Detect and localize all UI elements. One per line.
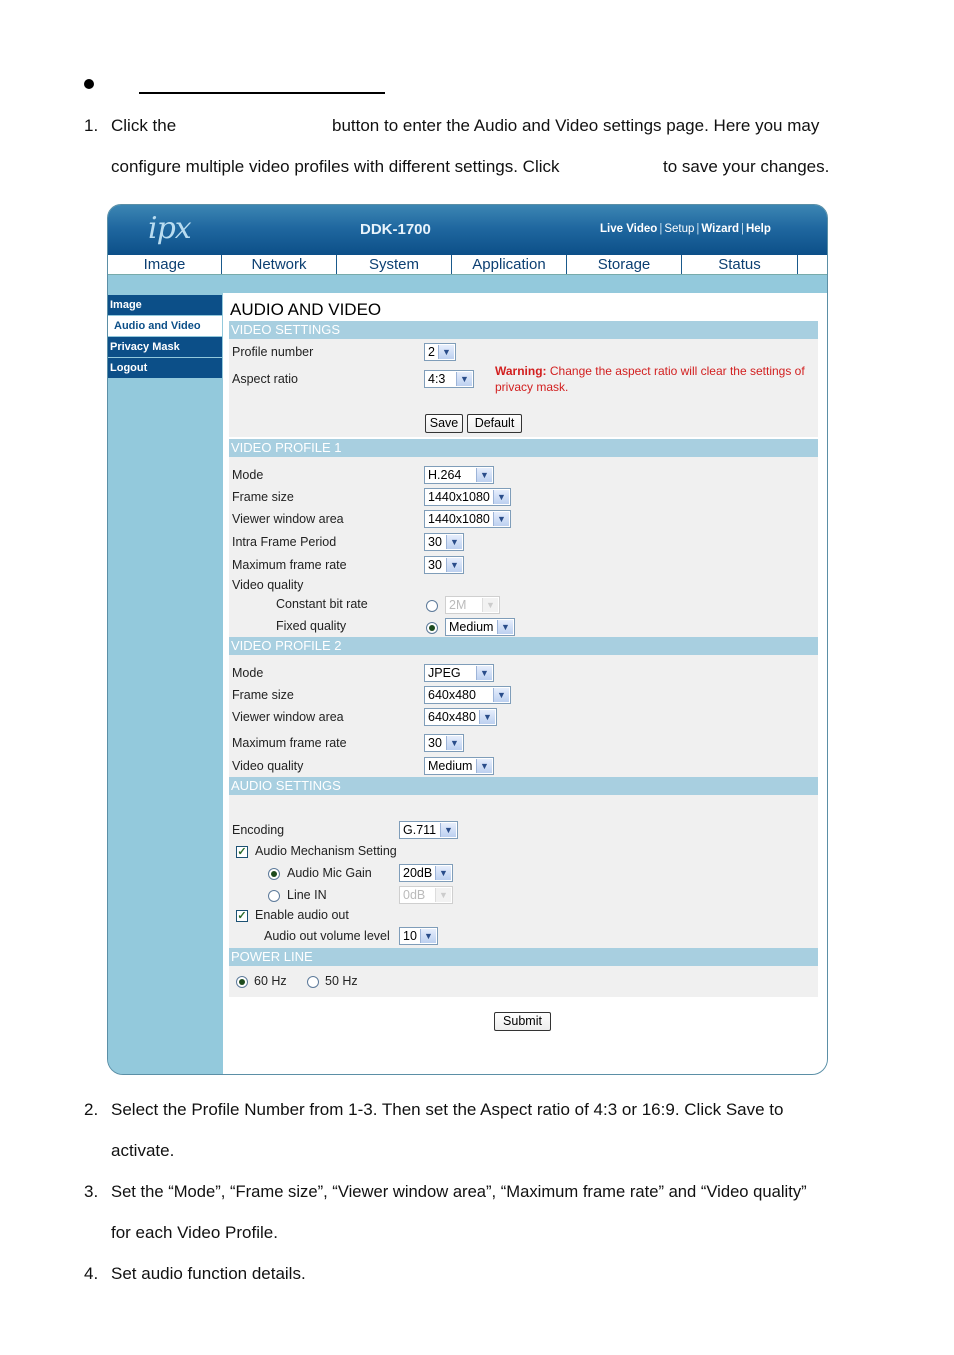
tab-network[interactable]: Network (222, 255, 337, 274)
p1-frame-size-select[interactable] (424, 488, 511, 506)
model-name: DDK-1700 (360, 221, 431, 238)
save-button[interactable]: Save (425, 414, 463, 433)
p1-fixed-quality-select[interactable] (445, 618, 515, 636)
submit-button[interactable]: Submit (494, 1012, 551, 1031)
p1-viewer-select[interactable] (424, 510, 511, 528)
video-profile-1-panel (229, 457, 818, 637)
step3-line1: Set the “Mode”, “Frame size”, “Viewer window area”, “Maximum frame rate” and “Video quality” (111, 1182, 807, 1201)
p2-viewer-select[interactable] (424, 708, 497, 726)
chevron-down-icon: ▼ (435, 888, 451, 902)
step1-text-c: configure multiple video profiles with different settings. Click (111, 157, 560, 176)
p1-max-frame-rate-value: 30 (428, 558, 442, 572)
sidebar-item-logout[interactable]: Logout (108, 358, 222, 378)
section-header-video-profile-1: VIDEO PROFILE 1 (229, 439, 818, 457)
default-button[interactable]: Default (467, 414, 522, 433)
p2-mode-value: JPEG (428, 666, 461, 680)
tab-application[interactable]: Application (452, 255, 567, 274)
power-60hz-label: 60 Hz (254, 974, 287, 988)
p1-fixed-quality-value: Medium (449, 620, 494, 634)
p1-cbr-select[interactable] (445, 596, 500, 614)
p2-viewer-label: Viewer window area (232, 710, 344, 724)
p2-max-frame-rate-select[interactable] (424, 734, 464, 752)
tab-image[interactable]: Image (108, 255, 222, 274)
link-wizard[interactable]: Wizard (701, 223, 739, 235)
line-in-value: 0dB (403, 888, 426, 902)
p1-mode-value: H.264 (428, 468, 462, 482)
power-50hz-label: 50 Hz (325, 974, 358, 988)
encoding-value: G.711 (403, 823, 437, 837)
mic-gain-label: Audio Mic Gain (287, 866, 372, 880)
encoding-label: Encoding (232, 823, 285, 837)
chevron-down-icon: ▼ (456, 372, 472, 386)
p1-fixed-quality-label: Fixed quality (276, 619, 347, 633)
audio-mechanism-checkbox[interactable]: ✓ (237, 846, 247, 858)
chevron-down-icon: ▼ (476, 468, 492, 482)
section-header-power-line: POWER LINE (229, 948, 818, 966)
volume-level-label: Audio out volume level (264, 929, 390, 943)
chevron-down-icon: ▼ (493, 688, 509, 702)
step2-line1: Select the Profile Number from 1-3. Then set the Aspect ratio of 4:3 or 16:9. Click Save to (111, 1100, 784, 1119)
link-live-video[interactable]: Live Video (600, 223, 658, 235)
bullet-point (84, 79, 94, 89)
chevron-down-icon: ▼ (497, 620, 513, 634)
audio-mechanism-label: Audio Mechanism Setting (255, 844, 397, 858)
p2-video-quality-select[interactable] (424, 757, 494, 775)
nav-band (108, 275, 827, 292)
top-links: Live Video | Setup | Wizard | Help (600, 223, 771, 235)
p1-viewer-value: 1440x1080 (428, 512, 490, 526)
page-title: AUDIO AND VIDEO (230, 300, 382, 319)
video-settings-panel (229, 339, 818, 437)
chevron-down-icon: ▼ (446, 736, 462, 750)
chevron-down-icon: ▼ (446, 535, 462, 549)
sidebar-item-privacy-mask[interactable]: Privacy Mask (108, 337, 222, 357)
p1-cbr-radio[interactable] (426, 600, 438, 612)
main-tabs (108, 255, 827, 275)
step-number: 2. (84, 1100, 99, 1119)
volume-level-select[interactable] (399, 927, 438, 945)
p1-viewer-label: Viewer window area (232, 512, 344, 526)
aspect-ratio-value: 4:3 (428, 372, 446, 386)
p1-cbr-value: 2M (449, 598, 467, 612)
sidebar-item-audio-video[interactable]: Audio and Video (108, 316, 222, 336)
mic-gain-value: 20dB (403, 866, 433, 880)
step1-text-b: button to enter the Audio and Video settings page. Here you may (332, 116, 820, 135)
chevron-down-icon: ▼ (479, 710, 495, 724)
line-in-label: Line IN (287, 888, 327, 902)
step2-line2: activate. (111, 1141, 175, 1160)
chevron-down-icon: ▼ (440, 823, 456, 837)
p2-video-quality-label: Video quality (232, 759, 304, 773)
tab-status[interactable]: Status (682, 255, 798, 274)
chevron-down-icon: ▼ (476, 666, 492, 680)
p1-mode-label: Mode (232, 468, 264, 482)
chevron-down-icon: ▼ (476, 759, 492, 773)
p1-frame-size-label: Frame size (232, 490, 294, 504)
profile-number-value: 2 (428, 345, 435, 359)
content-area (223, 293, 827, 1074)
p1-max-frame-rate-select[interactable] (424, 556, 464, 574)
chevron-down-icon: ▼ (435, 866, 451, 880)
heading-underline (139, 92, 385, 94)
p2-frame-size-label: Frame size (232, 688, 294, 702)
camera-ui-screenshot (107, 204, 828, 1075)
warning-label: Warning: (495, 364, 547, 378)
p1-fixed-quality-radio[interactable] (426, 622, 438, 634)
step-number: 1. (84, 116, 99, 135)
ipx-logo: ipx (148, 211, 191, 246)
line-in-radio[interactable] (268, 890, 280, 902)
tab-system[interactable]: System (337, 255, 452, 274)
video-profile-2-panel (229, 655, 818, 777)
p2-frame-size-value: 640x480 (428, 688, 476, 702)
line-in-select[interactable] (399, 886, 453, 904)
mic-gain-radio[interactable] (268, 868, 280, 880)
link-help[interactable]: Help (745, 223, 771, 235)
privacy-warning (495, 363, 815, 395)
aspect-ratio-select[interactable] (424, 370, 474, 388)
step1-text-a: Click the (111, 116, 177, 135)
p1-intra-label: Intra Frame Period (232, 535, 337, 549)
sidebar-item-image[interactable]: Image (108, 295, 222, 315)
step-number: 3. (84, 1182, 99, 1201)
p1-max-frame-rate-label: Maximum frame rate (232, 558, 347, 572)
p2-video-quality-value: Medium (428, 759, 473, 773)
enable-audio-out-checkbox[interactable]: ✓ (237, 910, 247, 922)
p1-video-quality-label: Video quality (232, 578, 304, 592)
chevron-down-icon: ▼ (446, 558, 462, 572)
encoding-select[interactable] (399, 821, 458, 839)
power-60hz-radio[interactable] (236, 976, 248, 988)
section-header-audio-settings: AUDIO SETTINGS (229, 777, 818, 795)
power-line-panel (229, 966, 818, 997)
step1-text-d: to save your changes. (663, 157, 830, 176)
aspect-ratio-label: Aspect ratio (232, 372, 299, 386)
chevron-down-icon: ▼ (482, 598, 498, 612)
tab-storage[interactable]: Storage (567, 255, 682, 274)
chevron-down-icon: ▼ (493, 490, 509, 504)
p2-mode-label: Mode (232, 666, 264, 680)
p1-frame-size-value: 1440x1080 (428, 490, 490, 504)
mic-gain-select[interactable] (399, 864, 453, 882)
step3-line2: for each Video Profile. (111, 1223, 278, 1242)
enable-audio-out-label: Enable audio out (255, 908, 349, 922)
p2-mode-select[interactable] (424, 664, 494, 682)
p2-frame-size-select[interactable] (424, 686, 511, 704)
p2-max-frame-rate-label: Maximum frame rate (232, 736, 347, 750)
section-header-video-profile-2: VIDEO PROFILE 2 (229, 637, 818, 655)
audio-settings-panel (229, 795, 818, 948)
p1-mode-select[interactable] (424, 466, 494, 484)
chevron-down-icon: ▼ (438, 345, 454, 359)
p1-intra-value: 30 (428, 535, 442, 549)
warning-text: Change the aspect ratio will clear the settings of privacy mask. (495, 364, 805, 394)
power-50hz-radio[interactable] (307, 976, 319, 988)
sidebar (108, 293, 222, 1074)
link-setup[interactable]: Setup (664, 223, 695, 235)
p2-viewer-value: 640x480 (428, 710, 476, 724)
chevron-down-icon: ▼ (420, 929, 436, 943)
p1-intra-select[interactable] (424, 533, 464, 551)
banner (108, 205, 827, 255)
step4-line1: Set audio function details. (111, 1264, 306, 1283)
profile-number-label: Profile number (232, 345, 314, 359)
chevron-down-icon: ▼ (493, 512, 509, 526)
p2-max-frame-rate-value: 30 (428, 736, 442, 750)
section-header-video-settings: VIDEO SETTINGS (229, 321, 818, 339)
p1-cbr-label: Constant bit rate (276, 597, 368, 611)
profile-number-select[interactable] (424, 343, 456, 361)
step-number: 4. (84, 1264, 99, 1283)
volume-level-value: 10 (403, 929, 417, 943)
